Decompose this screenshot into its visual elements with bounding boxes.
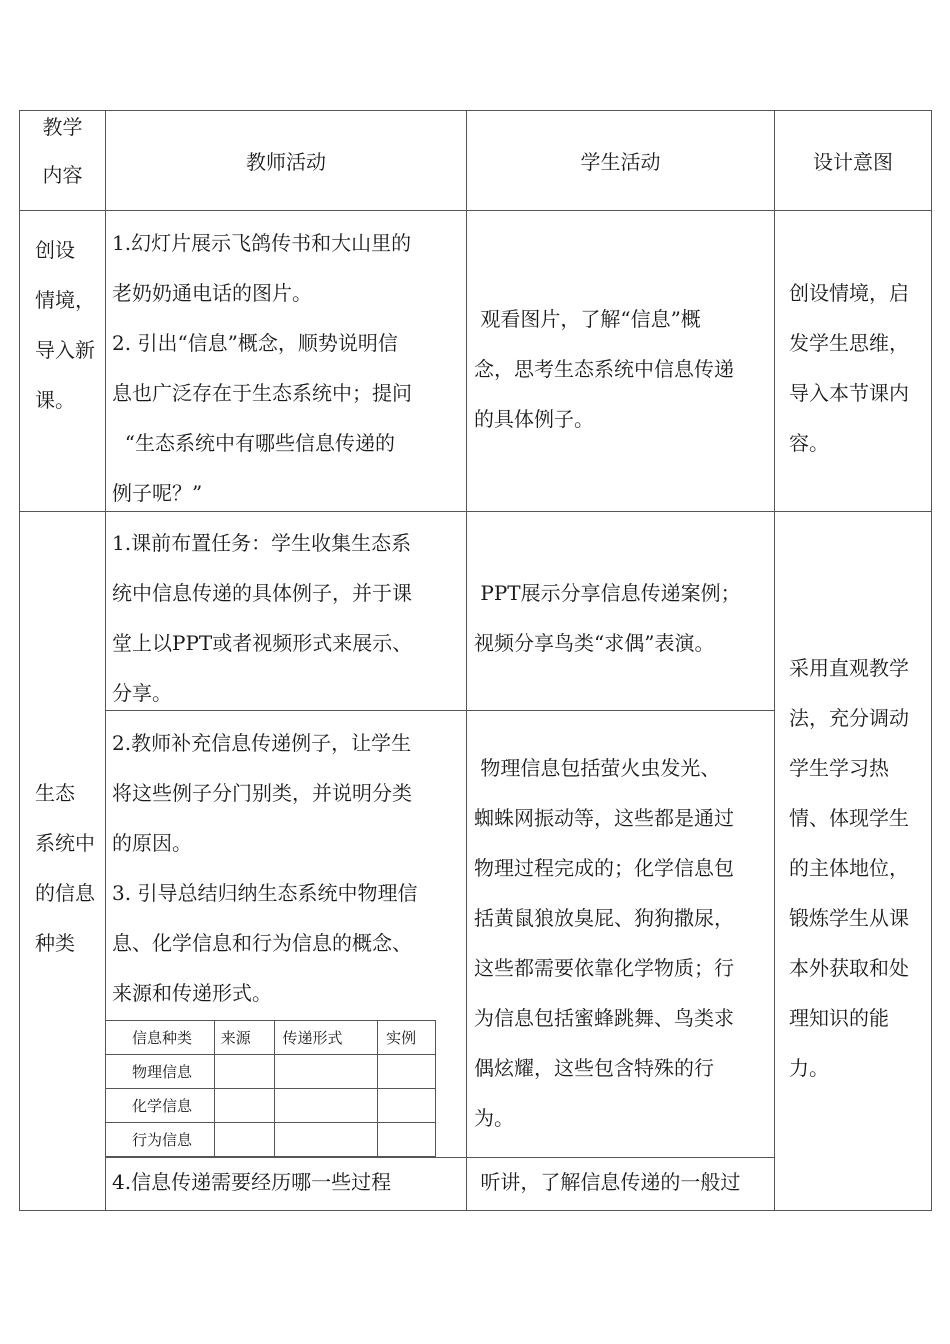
table-col-divider-3 bbox=[774, 110, 775, 1211]
row1-content-line: 创设 bbox=[35, 238, 75, 262]
info-type-table bbox=[105, 1020, 436, 1157]
row2-teacher-a-line: 堂上以PPT或者视频形式来展示、 bbox=[112, 631, 413, 655]
header-design: 设计意图 bbox=[813, 150, 893, 174]
info-table-cell bbox=[274, 1089, 378, 1123]
row1-design-line: 导入本节课内 bbox=[789, 381, 909, 405]
row2-teacher-b-line: 来源和传递形式。 bbox=[112, 981, 272, 1005]
row2-design bbox=[789, 643, 909, 1093]
info-table-cell bbox=[214, 1123, 274, 1157]
row2-student-b bbox=[474, 743, 734, 1143]
row1-teacher-line: “生态系统中有哪些信息传递的 bbox=[112, 431, 395, 455]
info-table-header-cell: 来源 bbox=[214, 1021, 274, 1055]
row2-student-b-line: 偶炫耀，这些包含特殊的行 bbox=[474, 1056, 714, 1080]
row2-design-line: 锻炼学生从课 bbox=[789, 906, 909, 930]
row2-student-a-line: 视频分享鸟类“求偶”表演。 bbox=[474, 631, 715, 655]
row1-content-line: 课。 bbox=[35, 388, 75, 412]
info-table-header-cell: 传递形式 bbox=[274, 1021, 378, 1055]
info-table-cell bbox=[378, 1055, 436, 1089]
info-table-cell bbox=[378, 1089, 436, 1123]
row2-teacher-c: 4.信息传递需要经历哪一些过程 bbox=[112, 1170, 392, 1194]
row1-student-line: 观看图片，了解“信息”概 bbox=[474, 307, 701, 331]
info-table-cell: 物理信息 bbox=[106, 1055, 215, 1089]
row2-content-line: 种类 bbox=[35, 931, 75, 955]
row2-student-c: 听讲，了解信息传递的一般过 bbox=[474, 1170, 741, 1194]
row1-content-line: 导入新 bbox=[35, 338, 95, 362]
info-table-cell bbox=[214, 1055, 274, 1089]
row2-student-b-line: 物理过程完成的；化学信息包 bbox=[474, 856, 734, 880]
row2-content-line: 生态 bbox=[35, 781, 75, 805]
row1-teacher-line: 1.幻灯片展示飞鸽传书和大山里的 bbox=[112, 231, 412, 255]
row1-teacher-line: 老奶奶通电话的图片。 bbox=[112, 281, 312, 305]
info-table-cell: 化学信息 bbox=[106, 1089, 215, 1123]
info-table-cell bbox=[214, 1089, 274, 1123]
row2-content-line: 的信息 bbox=[35, 881, 95, 905]
row1-content-line: 情境， bbox=[35, 288, 95, 312]
info-table-row bbox=[106, 1055, 436, 1089]
row1-student-line: 的具体例子。 bbox=[474, 407, 594, 431]
row2-student-b-line: 蜘蛛网振动等，这些都是通过 bbox=[474, 806, 734, 830]
table-col-divider-2 bbox=[466, 110, 467, 1211]
row2-teacher-b-line: 2.教师补充信息传递例子，让学生 bbox=[112, 731, 412, 755]
row2-teacher-b-line: 3. 引导总结归纳生态系统中物理信 bbox=[112, 881, 418, 905]
row1-content bbox=[35, 225, 95, 425]
row2-student-a-line: PPT展示分享信息传递案例； bbox=[474, 581, 741, 605]
header-teacher: 教师活动 bbox=[246, 150, 326, 174]
row2-student-b-line: 为信息包括蜜蜂跳舞、鸟类求 bbox=[474, 1006, 734, 1030]
header-content bbox=[20, 112, 105, 190]
row2-student-b-line: 括黄鼠狼放臭屁、狗狗撒尿， bbox=[474, 906, 734, 930]
table-row-divider-1 bbox=[19, 210, 932, 211]
info-table-header-row bbox=[106, 1021, 436, 1055]
row2-teacher-a bbox=[112, 518, 412, 718]
row2-design-line: 理知识的能 bbox=[789, 1006, 889, 1030]
row2-design-line: 学生学习热 bbox=[789, 756, 889, 780]
row1-teacher-line: 2. 引出“信息”概念，顺势说明信 bbox=[112, 331, 398, 355]
row1-teacher-line: 例子呢？” bbox=[112, 481, 203, 505]
row1-design bbox=[789, 268, 909, 468]
info-table-row bbox=[106, 1123, 436, 1157]
table-border-left bbox=[19, 110, 20, 1211]
row2-teacher-a-line: 分享。 bbox=[112, 681, 172, 705]
row2-student-a bbox=[474, 568, 741, 668]
row2-teacher-b-line: 的原因。 bbox=[112, 831, 192, 855]
row1-teacher bbox=[112, 218, 412, 518]
row2-student-b-line: 物理信息包括萤火虫发光、 bbox=[474, 756, 721, 780]
row2-teacher-b bbox=[112, 718, 417, 1018]
table-border-right bbox=[931, 110, 932, 1211]
row1-design-line: 容。 bbox=[789, 431, 829, 455]
row2-design-line: 力。 bbox=[789, 1056, 829, 1080]
row2-student-b-line: 为。 bbox=[474, 1106, 514, 1130]
row2-teacher-a-line: 统中信息传递的具体例子，并于课 bbox=[112, 581, 412, 605]
row2-design-line: 法，充分调动 bbox=[789, 706, 909, 730]
row2-design-line: 的主体地位， bbox=[789, 856, 909, 880]
row2-teacher-a-line: 1.课前布置任务：学生收集生态系 bbox=[112, 531, 412, 555]
info-table-cell: 行为信息 bbox=[106, 1123, 215, 1157]
row2-design-line: 本外获取和处 bbox=[789, 956, 909, 980]
row2-content bbox=[35, 768, 95, 968]
row2-teacher-b-line: 将这些例子分门别类，并说明分类 bbox=[112, 781, 412, 805]
row1-teacher-line: 息也广泛存在于生态系统中；提问 bbox=[112, 381, 412, 405]
row1-design-line: 创设情境，启 bbox=[789, 281, 909, 305]
header-student: 学生活动 bbox=[580, 150, 661, 174]
row2-design-line: 采用直观教学 bbox=[789, 656, 909, 680]
table-border-top bbox=[19, 110, 932, 111]
header-content-line-1: 教学 bbox=[42, 115, 83, 139]
info-table-cell bbox=[378, 1123, 436, 1157]
info-table-row bbox=[106, 1089, 436, 1123]
row1-student-line: 念，思考生态系统中信息传递 bbox=[474, 357, 734, 381]
header-content-line-2: 内容 bbox=[42, 163, 83, 187]
row2-teacher-b-line: 息、化学信息和行为信息的概念、 bbox=[112, 931, 412, 955]
row2-design-line: 情、体现学生 bbox=[789, 806, 909, 830]
info-table-cell bbox=[274, 1123, 378, 1157]
row1-design-line: 发学生思维， bbox=[789, 331, 909, 355]
row2-content-line: 系统中 bbox=[35, 831, 95, 855]
table-border-bottom bbox=[19, 1210, 932, 1211]
row2-student-b-line: 这些都需要依靠化学物质；行 bbox=[474, 956, 734, 980]
info-table-cell bbox=[274, 1055, 378, 1089]
info-table-header-cell: 实例 bbox=[378, 1021, 436, 1055]
info-table-header-cell: 信息种类 bbox=[106, 1021, 215, 1055]
row1-student bbox=[474, 294, 734, 444]
